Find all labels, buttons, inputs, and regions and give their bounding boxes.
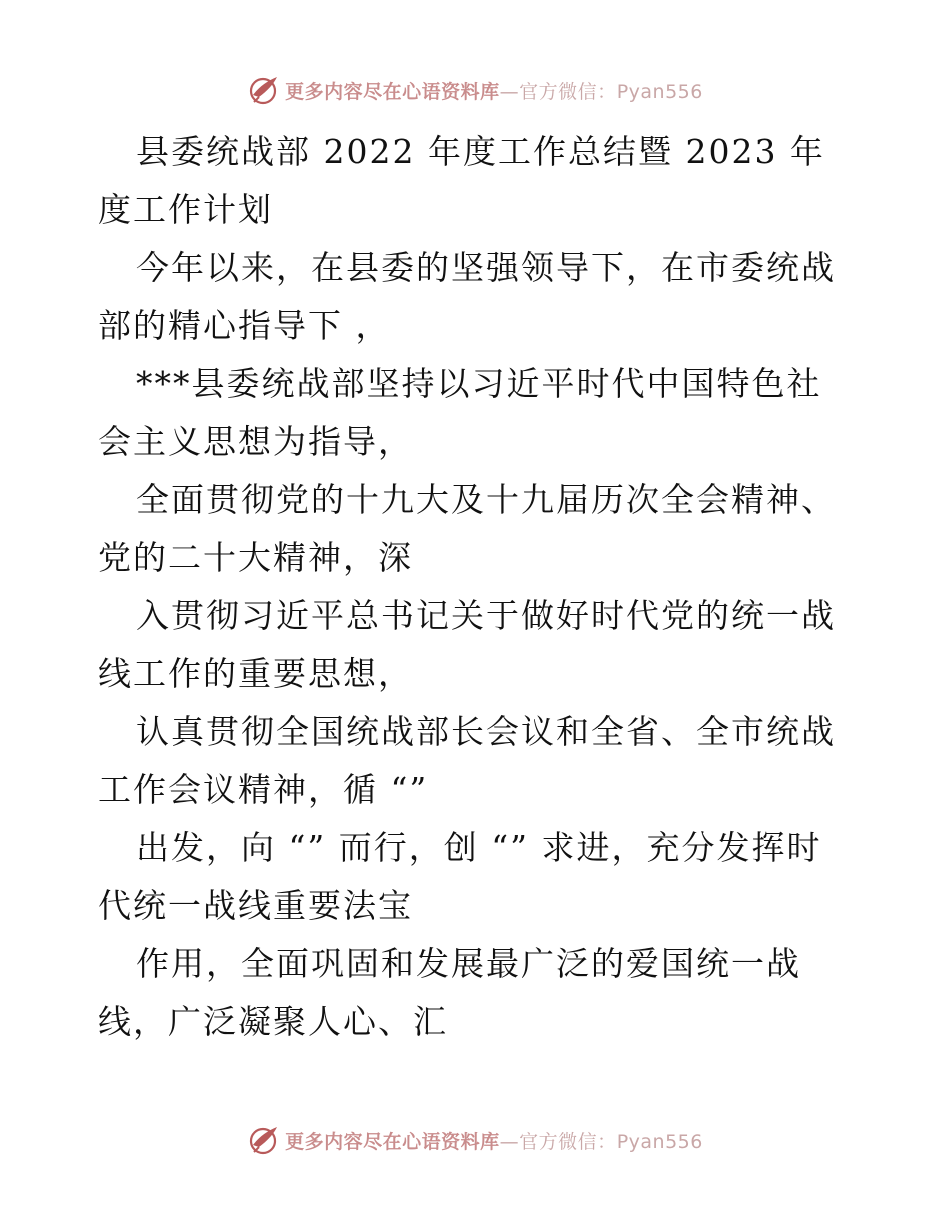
paragraph: 今年以来，在县委的坚强领导下，在市委统战部的精心指导下 ， (98, 248, 836, 345)
document-body (98, 123, 850, 1051)
paragraph: 认真贯彻全国统战部长会议和全省、全市统战工作会议精神，循 “” (98, 712, 836, 809)
paragraph: 全面贯彻党的十九大及十九届历次全会精神、党的二十大精神，深 (98, 480, 836, 577)
quill-pen-logo-icon (247, 1123, 281, 1157)
paragraph: 入贯彻习近平总书记关于做好时代党的统一战线工作的重要思想， (98, 596, 836, 693)
watermark-text (285, 77, 703, 104)
watermark-text (285, 1127, 703, 1154)
watermark-brand: 更多内容尽在心语资料库 (285, 80, 500, 103)
watermark-contact-label: 官方微信： (519, 80, 617, 103)
quill-pen-logo-icon (247, 73, 281, 107)
watermark-separator: — (499, 1130, 520, 1153)
document-title: 县委统战部 2022 年度工作总结暨 2023 年度工作计划 (98, 132, 825, 229)
watermark-brand: 更多内容尽在心语资料库 (285, 1130, 500, 1153)
watermark-contact-id: Pyan556 (616, 80, 703, 103)
paragraph: 出发，向 “” 而行，创 “” 求进，充分发挥时代统一战线重要法宝 (98, 828, 822, 925)
watermark-contact-label: 官方微信： (519, 1130, 617, 1153)
paragraph: ***县委统战部坚持以习近平时代中国特色社会主义思想为指导， (98, 364, 822, 461)
watermark-separator: — (499, 80, 520, 103)
footer-watermark (0, 1120, 950, 1160)
header-watermark (0, 70, 950, 110)
watermark-contact-id: Pyan556 (616, 1130, 703, 1153)
paragraph: 作用，全面巩固和发展最广泛的爱国统一战线，广泛凝聚人心、汇 (98, 944, 801, 1041)
